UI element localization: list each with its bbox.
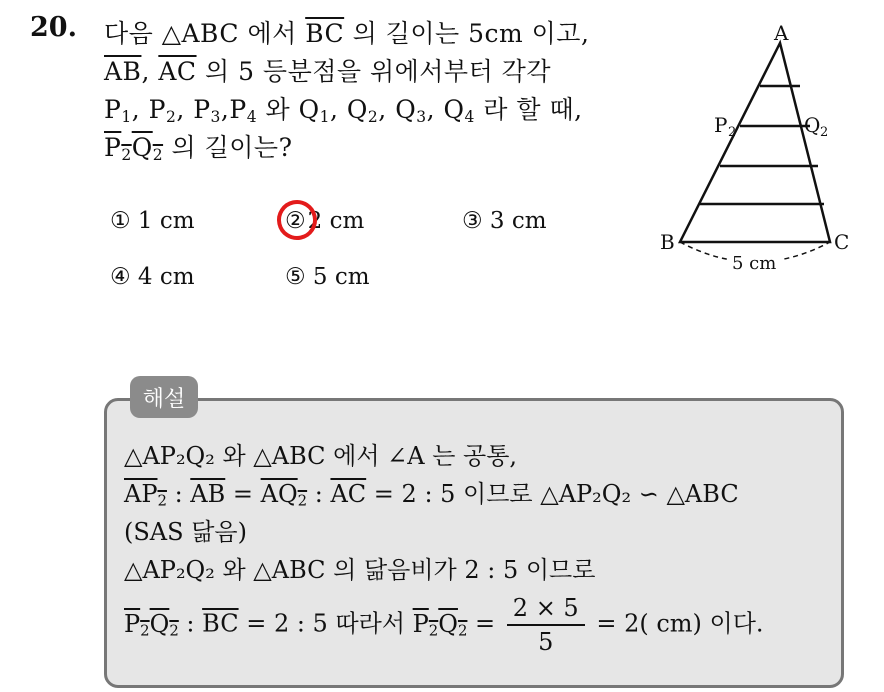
text: , (141, 57, 159, 86)
point-p2-label: P (714, 113, 728, 137)
text: = 2( cm) 이다. (588, 609, 764, 638)
explanation-line-3: (SAS 닮음) (124, 518, 247, 546)
point-q2-label: Q (804, 113, 821, 137)
sub: 2 (165, 107, 177, 126)
segment-ab: $\overline{AB}$ (190, 480, 226, 508)
p: P (148, 95, 166, 124)
segment-p2q2 (104, 133, 163, 162)
choice-1[interactable]: ① 1 cm (110, 208, 195, 234)
choice-3[interactable]: ③ 3 cm (462, 208, 547, 234)
segment-aq2 (261, 480, 307, 508)
text: 의 길이는 5cm 이고, (344, 19, 590, 48)
point-q2-sub: 2 (820, 125, 829, 140)
sub: 2 (457, 621, 468, 640)
p: P (104, 133, 122, 162)
q: Q (346, 95, 368, 124)
sub: 2 (169, 621, 179, 640)
question-line-2 (104, 52, 551, 88)
q: Q (298, 95, 320, 124)
segment-ac: $\overline{AC}$ (330, 480, 367, 508)
ratio: : (307, 480, 331, 508)
sub: 3 (416, 107, 427, 126)
sub: 2 (297, 491, 308, 510)
segment-bc: $\overline{BC}$ (305, 19, 345, 48)
equals: = (225, 480, 261, 508)
sub: 4 (246, 107, 258, 126)
choice-2-label: 2 cm (307, 208, 365, 234)
ratio: : (178, 609, 203, 638)
question-line-3 (104, 90, 583, 126)
sep: , (330, 95, 347, 124)
sub: 2 (367, 107, 379, 126)
segment-bc: $\overline{BC}$ (202, 609, 239, 638)
sub: 2 (428, 621, 439, 640)
vertex-a-label: A (774, 21, 789, 45)
explanation-line-1: △AP₂Q₂ 와 △ABC 에서 ∠A 는 공통, (124, 442, 518, 470)
sep: , (426, 95, 444, 124)
sep: , (378, 95, 396, 124)
p: P (193, 95, 211, 124)
sub: 2 (121, 145, 132, 164)
segment-ap2 (124, 480, 167, 508)
fraction (507, 594, 585, 656)
vertex-c-label: C (834, 230, 850, 254)
question-line-1 (104, 14, 589, 50)
choice-5[interactable]: ⑤ 5 cm (285, 264, 370, 290)
segment-p2q2 (124, 610, 179, 638)
choice-2-mark: ② (285, 208, 306, 234)
question-number: 20. (30, 12, 77, 43)
text: AP (124, 480, 158, 508)
p: P (229, 95, 247, 124)
sub: 1 (121, 107, 132, 126)
q: Q (131, 133, 153, 162)
equals: = (467, 609, 503, 638)
text: 라 할 때, (474, 95, 583, 124)
text: = 2 : 5 따라서 (238, 609, 413, 638)
segment-p2q2 (413, 610, 468, 638)
q: Q (395, 95, 417, 124)
segment-ac: $\overline{AC}$ (158, 57, 197, 86)
sub: 1 (319, 107, 330, 126)
sub: 4 (464, 107, 475, 126)
sub: 2 (140, 621, 150, 640)
text: 의 5 등분점을 위에서부터 각각 (196, 57, 551, 86)
p: P (104, 95, 122, 124)
sub: 3 (210, 107, 221, 126)
explanation-line-2 (124, 474, 739, 510)
sub: 2 (157, 491, 167, 510)
text: AQ (260, 480, 298, 508)
text: Q (149, 609, 170, 638)
base-length-label: 5 cm (732, 253, 777, 274)
text: 다음 △ABC 에서 (104, 19, 306, 48)
sep: , (220, 95, 230, 124)
text: 의 길이는? (163, 133, 293, 162)
text: P (124, 609, 141, 638)
text: P (412, 609, 429, 638)
q: Q (443, 95, 465, 124)
text: 와 (257, 95, 299, 124)
segment-ab: $\overline{AB}$ (104, 57, 142, 86)
triangle-figure (650, 20, 870, 280)
fraction-numerator: 2 × 5 (507, 594, 585, 626)
explanation-line-4: △AP₂Q₂ 와 △ABC 의 닮음비가 2 : 5 이므로 (124, 556, 596, 584)
choice-4[interactable]: ④ 4 cm (110, 264, 195, 290)
triangle-diagram (650, 20, 870, 280)
question-line-4 (104, 128, 292, 164)
explanation-line-5 (124, 594, 764, 656)
text: = 2 : 5 이므로 △AP₂Q₂ ∽ △ABC (366, 480, 739, 508)
point-p2-sub: 2 (728, 125, 737, 140)
text: Q (438, 609, 458, 638)
vertex-b-label: B (660, 230, 675, 254)
sub: 2 (152, 145, 164, 164)
sep: , (176, 95, 194, 124)
answer-circle-mark (273, 196, 320, 243)
ratio: : (166, 480, 191, 508)
explanation-tag: 해설 (130, 376, 198, 418)
fraction-denominator: 5 (538, 628, 554, 656)
sep: , (131, 95, 149, 124)
triangle-abc (680, 43, 830, 242)
